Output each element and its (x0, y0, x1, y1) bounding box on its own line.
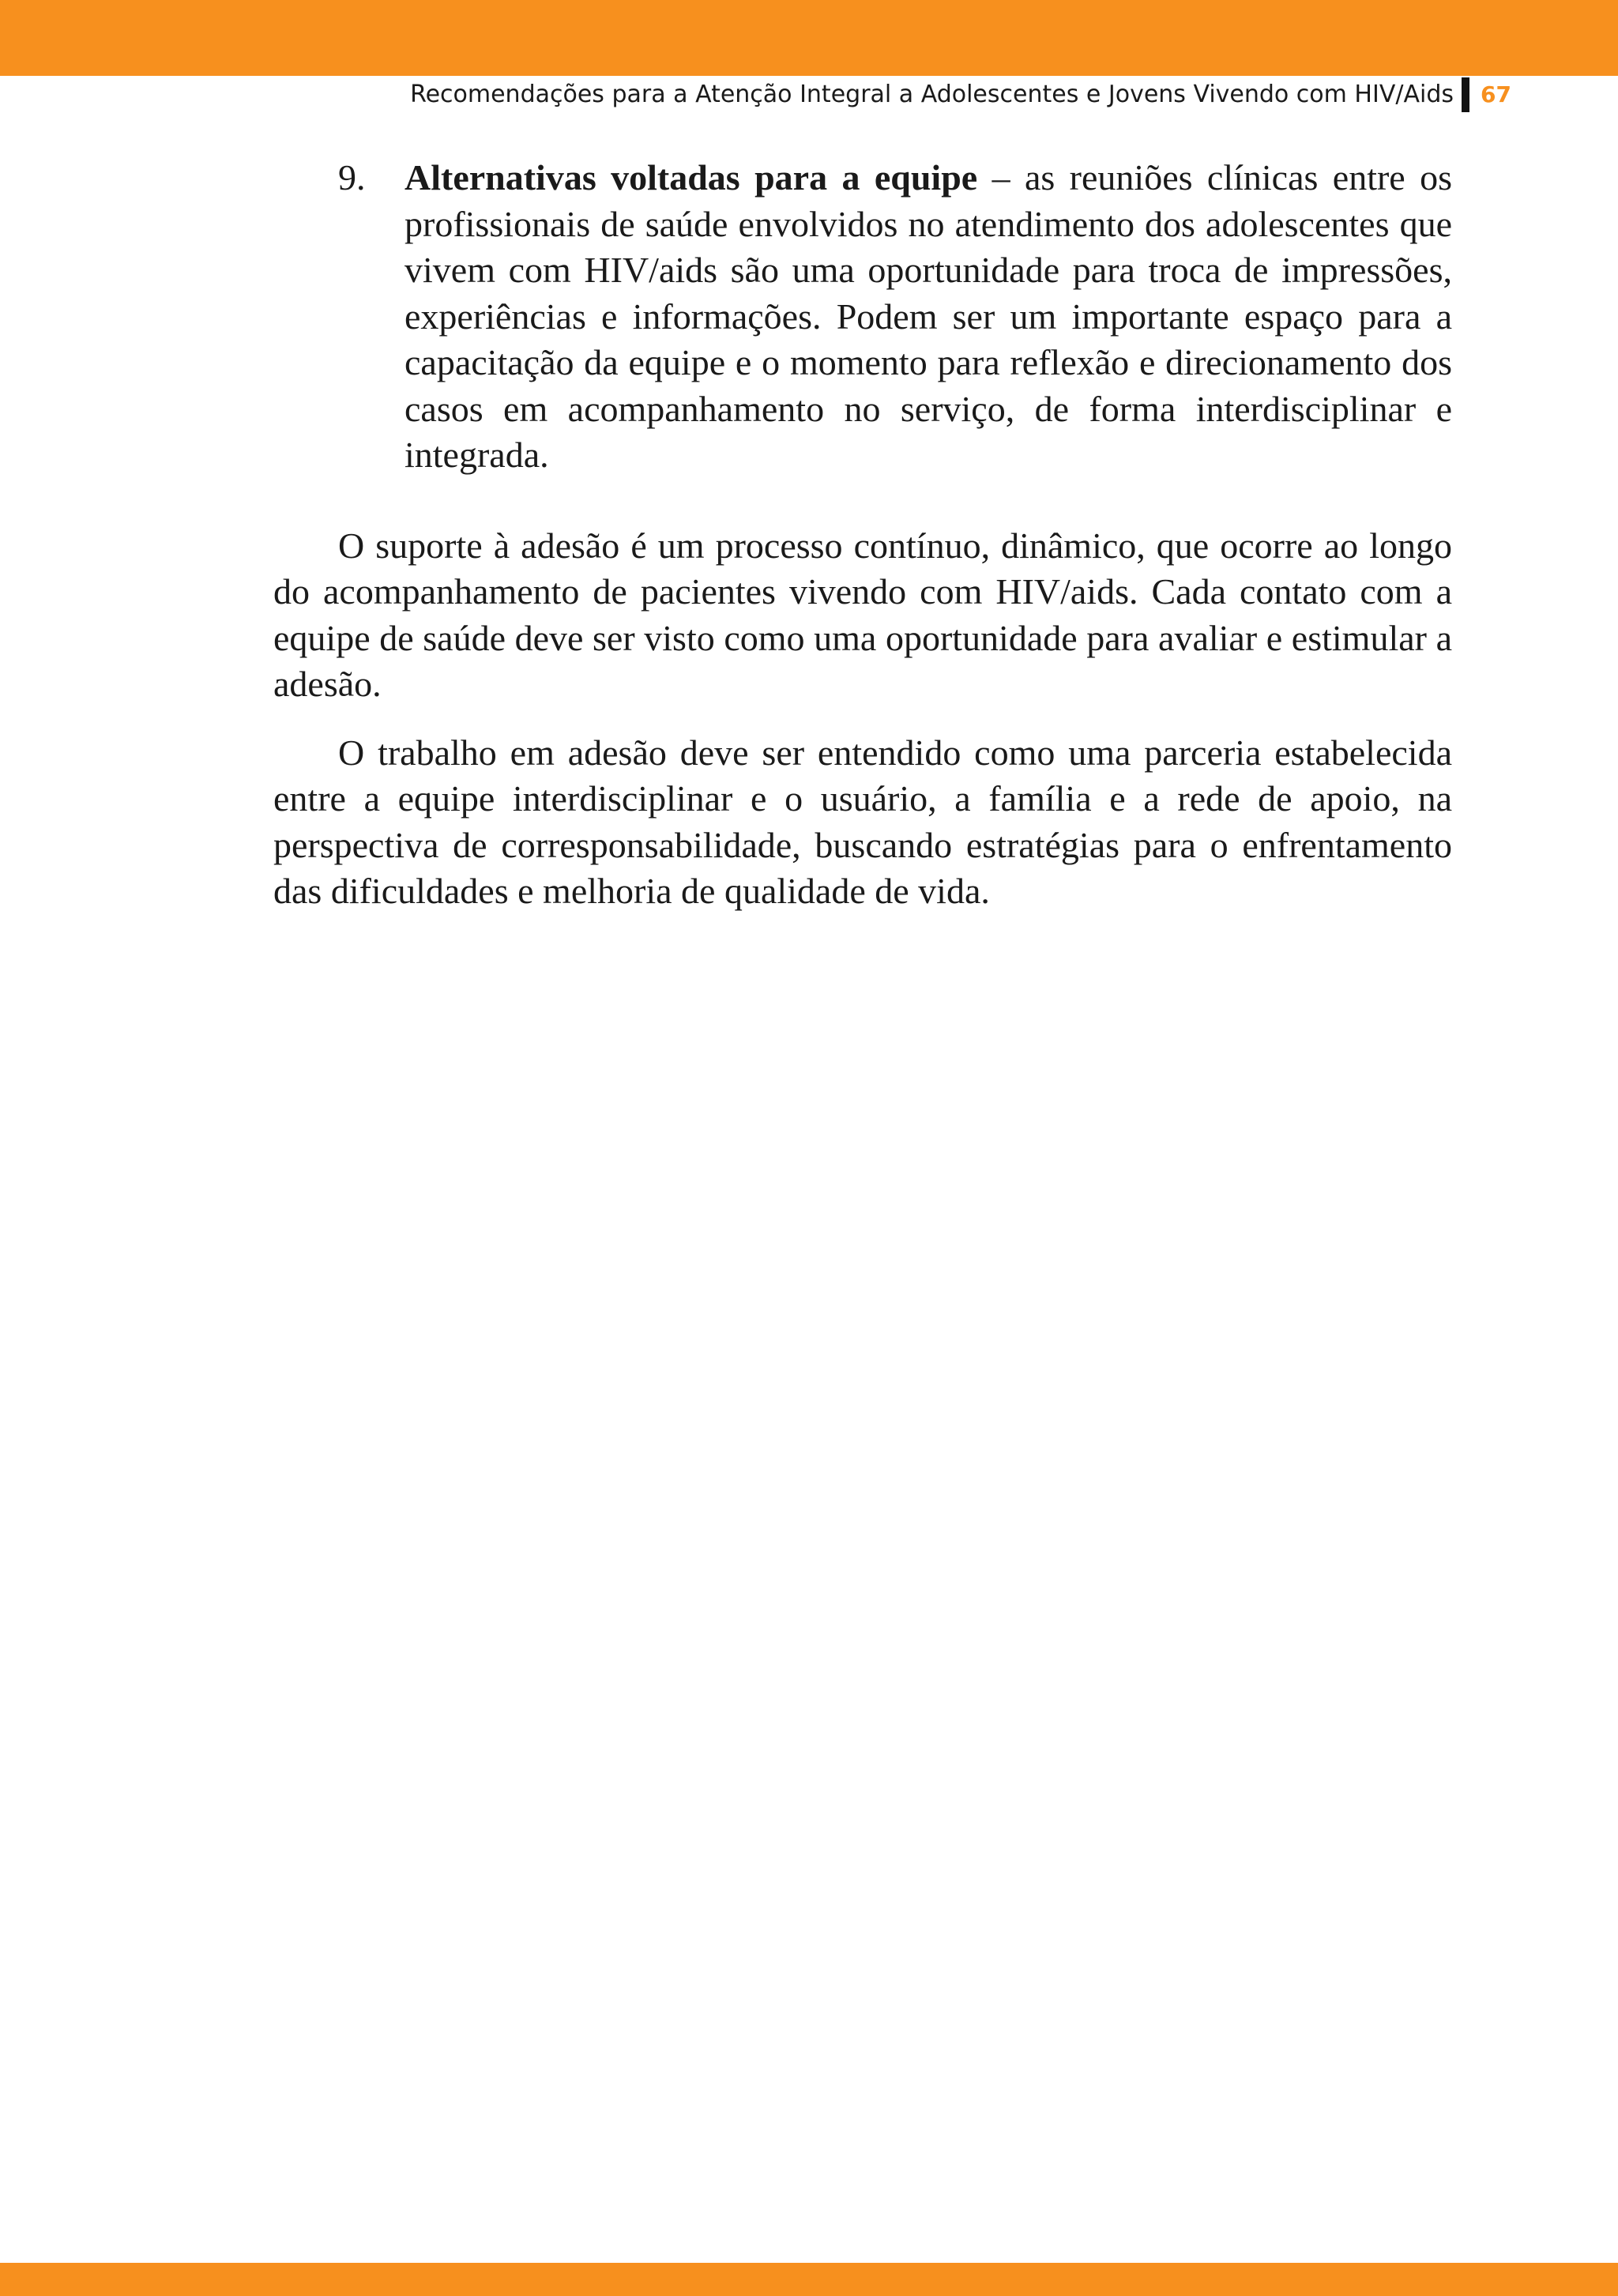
body-paragraph: O trabalho em adesão deve ser entendido como uma parceria estabelecida entre a equipe interdisciplinar e o usuário, a família e a rede de apoio, na perspectiva de corresponsabilidade, buscando estratégias para o enfrentamento das dificuldades e melhoria de qualidade de vida. (273, 732, 1452, 911)
page-number: 67 (1481, 81, 1511, 107)
list-item (273, 155, 1452, 479)
header-divider (1462, 77, 1469, 112)
bottom-accent-bar (0, 2263, 1618, 2296)
list-item-term: Alternativas voltadas para a equipe (404, 157, 978, 198)
top-accent-bar (0, 0, 1618, 76)
list-item-text: – as reuniões clínicas entre os profissionais de saúde envolvidos no atendimento dos adolescentes que vivem com HIV/aids são uma oportunidade para troca de impressões, experiências e informações. Podem ser um importante espaço para a capacitação da equipe e o momento para reflexão e direcionamento dos casos em acompanhamento no serviço, de forma interdisciplinar e integrada. (404, 157, 1452, 475)
body-paragraph: O suporte à adesão é um processo contínuo, dinâmico, que ocorre ao longo do acompanhamento de pacientes vivendo com HIV/aids. Cada contato com a equipe de saúde deve ser visto como uma oportunidade para avaliar e estimular a adesão. (273, 525, 1452, 704)
page-body (273, 155, 1452, 937)
running-title: Recomendações para a Atenção Integral a Adolescentes e Jovens Vivendo com HIV/Aids (410, 81, 1454, 108)
list-item-number: 9. (338, 157, 366, 198)
running-header (0, 77, 1618, 112)
